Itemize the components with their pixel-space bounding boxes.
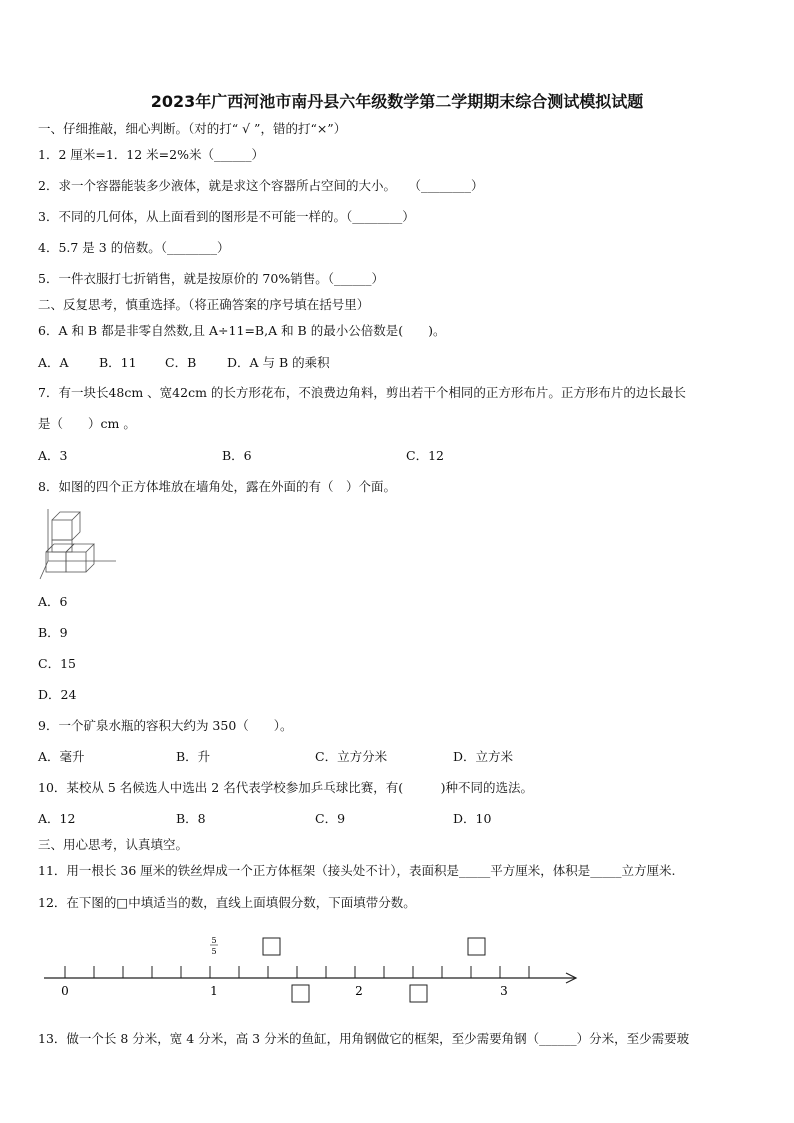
answer-box-bottom-2 xyxy=(410,985,427,1002)
q8-option-a: A．6 xyxy=(38,594,68,609)
question-1: 1．2 厘米=1．12 米=2%米（______） xyxy=(38,147,264,162)
question-3: 3．不同的几何体，从上面看到的图形是不可能一样的。（________） xyxy=(38,209,415,224)
question-11: 11．用一根长 36 厘米的铁丝焊成一个正方体框架（接头处不计），表面积是_____平方厘米，体积是_____立方厘米. xyxy=(38,863,676,878)
question-2: 2．求一个容器能装多少液体，就是求这个容器所占空间的大小。 （________） xyxy=(38,178,484,193)
question-12: 12．在下图的□中填适当的数，直线上面填假分数，下面填带分数。 xyxy=(38,895,416,910)
number-line-label-0: 0 xyxy=(61,984,69,998)
q8-option-c: C．15 xyxy=(38,656,76,671)
q9-option-c: C．立方分米 xyxy=(315,749,388,764)
q10-option-a: A．12 xyxy=(38,811,76,826)
q10-option-d: D．10 xyxy=(453,811,492,826)
q7-option-b: B．6 xyxy=(222,448,252,463)
cube-stack-figure xyxy=(38,505,118,581)
number-line-label-2: 2 xyxy=(355,984,363,998)
fraction-denominator: 5 xyxy=(211,947,217,956)
fraction-numerator: 5 xyxy=(211,936,217,945)
question-13: 13．做一个长 8 分米，宽 4 分米，高 3 分米的鱼缸，用角钢做它的框架，至少需要角钢（______）分米，至少需要玻 xyxy=(38,1031,690,1046)
number-line-label-3: 3 xyxy=(500,984,508,998)
answer-box-top-2 xyxy=(468,938,485,955)
page-title: 2023年广西河池市南丹县六年级数学第二学期期末综合测试模拟试题 xyxy=(150,92,644,111)
answer-box-top-1 xyxy=(263,938,280,955)
q8-option-d: D．24 xyxy=(38,687,77,702)
q6-option-b: B．11 xyxy=(99,355,137,370)
question-7-line-1: 7．有一块长48cm 、宽42cm 的长方形花布，不浪费边角料，剪出若干个相同的正方形布片。正方形布片的边长最长 xyxy=(38,385,686,400)
number-line-figure xyxy=(38,930,588,1010)
question-10: 10．某校从 5 名候选人中选出 2 名代表学校参加乒乓球比赛，有( )种不同的选法。 xyxy=(38,780,533,795)
question-4: 4．5.7 是 3 的倍数。（________） xyxy=(38,240,230,255)
q10-option-b: B．8 xyxy=(176,811,206,826)
q9-option-d: D．立方米 xyxy=(453,749,514,764)
question-8: 8．如图的四个正方体堆放在墙角处，露在外面的有（ ）个面。 xyxy=(38,479,396,494)
q7-option-a: A．3 xyxy=(38,448,68,463)
answer-box-bottom-1 xyxy=(292,985,309,1002)
q10-option-c: C．9 xyxy=(315,811,346,826)
number-line-label-1: 1 xyxy=(210,984,218,998)
question-7-line-2: 是（ ）cm 。 xyxy=(38,416,136,431)
q6-option-d: D．A 与 B 的乘积 xyxy=(227,355,330,370)
q6-option-c: C．B xyxy=(165,355,197,370)
q6-option-a: A．A xyxy=(38,355,69,370)
number-line-ticks xyxy=(65,966,529,978)
question-9: 9．一个矿泉水瓶的容积大约为 350（ ）。 xyxy=(38,718,293,733)
section-3-heading: 三、用心思考，认真填空。 xyxy=(38,837,189,852)
section-2-heading: 二、反复思考，慎重选择。（将正确答案的序号填在括号里） xyxy=(38,297,370,312)
q8-option-b: B．9 xyxy=(38,625,68,640)
question-5: 5．一件衣服打七折销售，就是按原价的 70%销售。（______） xyxy=(38,271,384,286)
section-1-heading: 一、仔细推敲，细心判断。（对的打“ √ ”，错的打“×”） xyxy=(38,121,347,136)
q9-option-b: B．升 xyxy=(176,749,211,764)
question-6: 6．A 和 B 都是非零自然数,且 A÷11=B,A 和 B 的最小公倍数是( )。 xyxy=(38,323,446,338)
q9-option-a: A．毫升 xyxy=(38,749,85,764)
q7-option-c: C．12 xyxy=(406,448,444,463)
